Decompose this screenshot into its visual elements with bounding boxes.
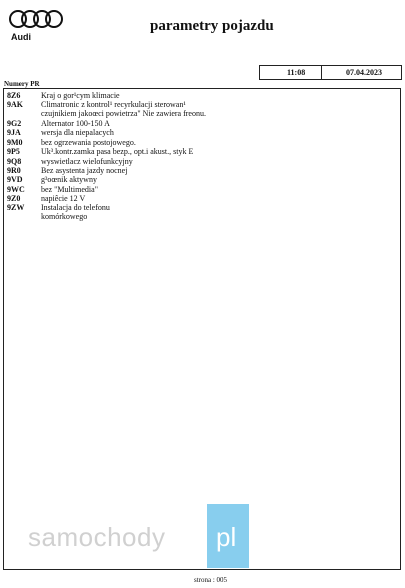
pr-description: bez ogrzewania postojowego.: [41, 138, 136, 147]
pr-code: 9R0: [7, 166, 21, 175]
pr-description: g³oœnik aktywny: [41, 175, 97, 184]
header-divider: [321, 66, 322, 79]
page-title: parametry pojazdu: [150, 18, 274, 34]
pr-code: 9Q8: [7, 157, 22, 166]
pr-description: Alternator 100-150 A: [41, 119, 110, 128]
pr-description: napiêcie 12 V: [41, 194, 86, 203]
watermark: [28, 504, 258, 574]
pr-code: 8Z6: [7, 91, 21, 100]
section-label: Numery PR: [4, 80, 40, 88]
pr-code: 9VD: [7, 175, 23, 184]
brand-name: Audi: [11, 32, 31, 42]
pr-code: 9JA: [7, 128, 21, 137]
pr-description: Kraj o gor¹cym klimacie: [41, 91, 120, 100]
pr-description: Uk³.kontr.zamka pasa bezp., opt.i akust., styk E: [41, 147, 194, 156]
audi-rings-icon: [6, 8, 66, 30]
watermark-text: samochody: [28, 522, 166, 552]
pr-description: wyswietlacz wielofunkcyjny: [41, 157, 133, 166]
header-info-box: [259, 65, 402, 80]
pr-description: wersja dla niepalacych: [41, 128, 114, 137]
pr-code: 9M0: [7, 138, 23, 147]
pr-description: Instalacja do telefonu: [41, 203, 110, 212]
pr-code: 9G2: [7, 119, 22, 128]
pr-description: Climatronic z kontrol¹ recyrkulacji sterowan¹: [41, 100, 186, 109]
pr-code: 9Z0: [7, 194, 21, 203]
date-value: 07.04.2023: [346, 68, 382, 77]
pr-description: komórkowego: [41, 212, 88, 221]
time-value: 11:08: [287, 68, 306, 77]
pr-list-box: [3, 88, 401, 570]
pr-code: 9ZW: [7, 203, 25, 212]
pr-description: bez "Multimedia": [41, 185, 98, 194]
watermark-suffix: pl: [216, 522, 237, 552]
pr-code: 9WC: [7, 185, 25, 194]
pr-description: Bez asystenta jazdy nocnej: [41, 166, 128, 175]
pr-code: 9AK: [7, 100, 23, 109]
page-number: strona : 005: [194, 576, 228, 584]
pr-description: czujnikiem jakoœci powietrza" Nie zawiera freonu.: [41, 109, 206, 118]
pr-code: 9P5: [7, 147, 20, 156]
